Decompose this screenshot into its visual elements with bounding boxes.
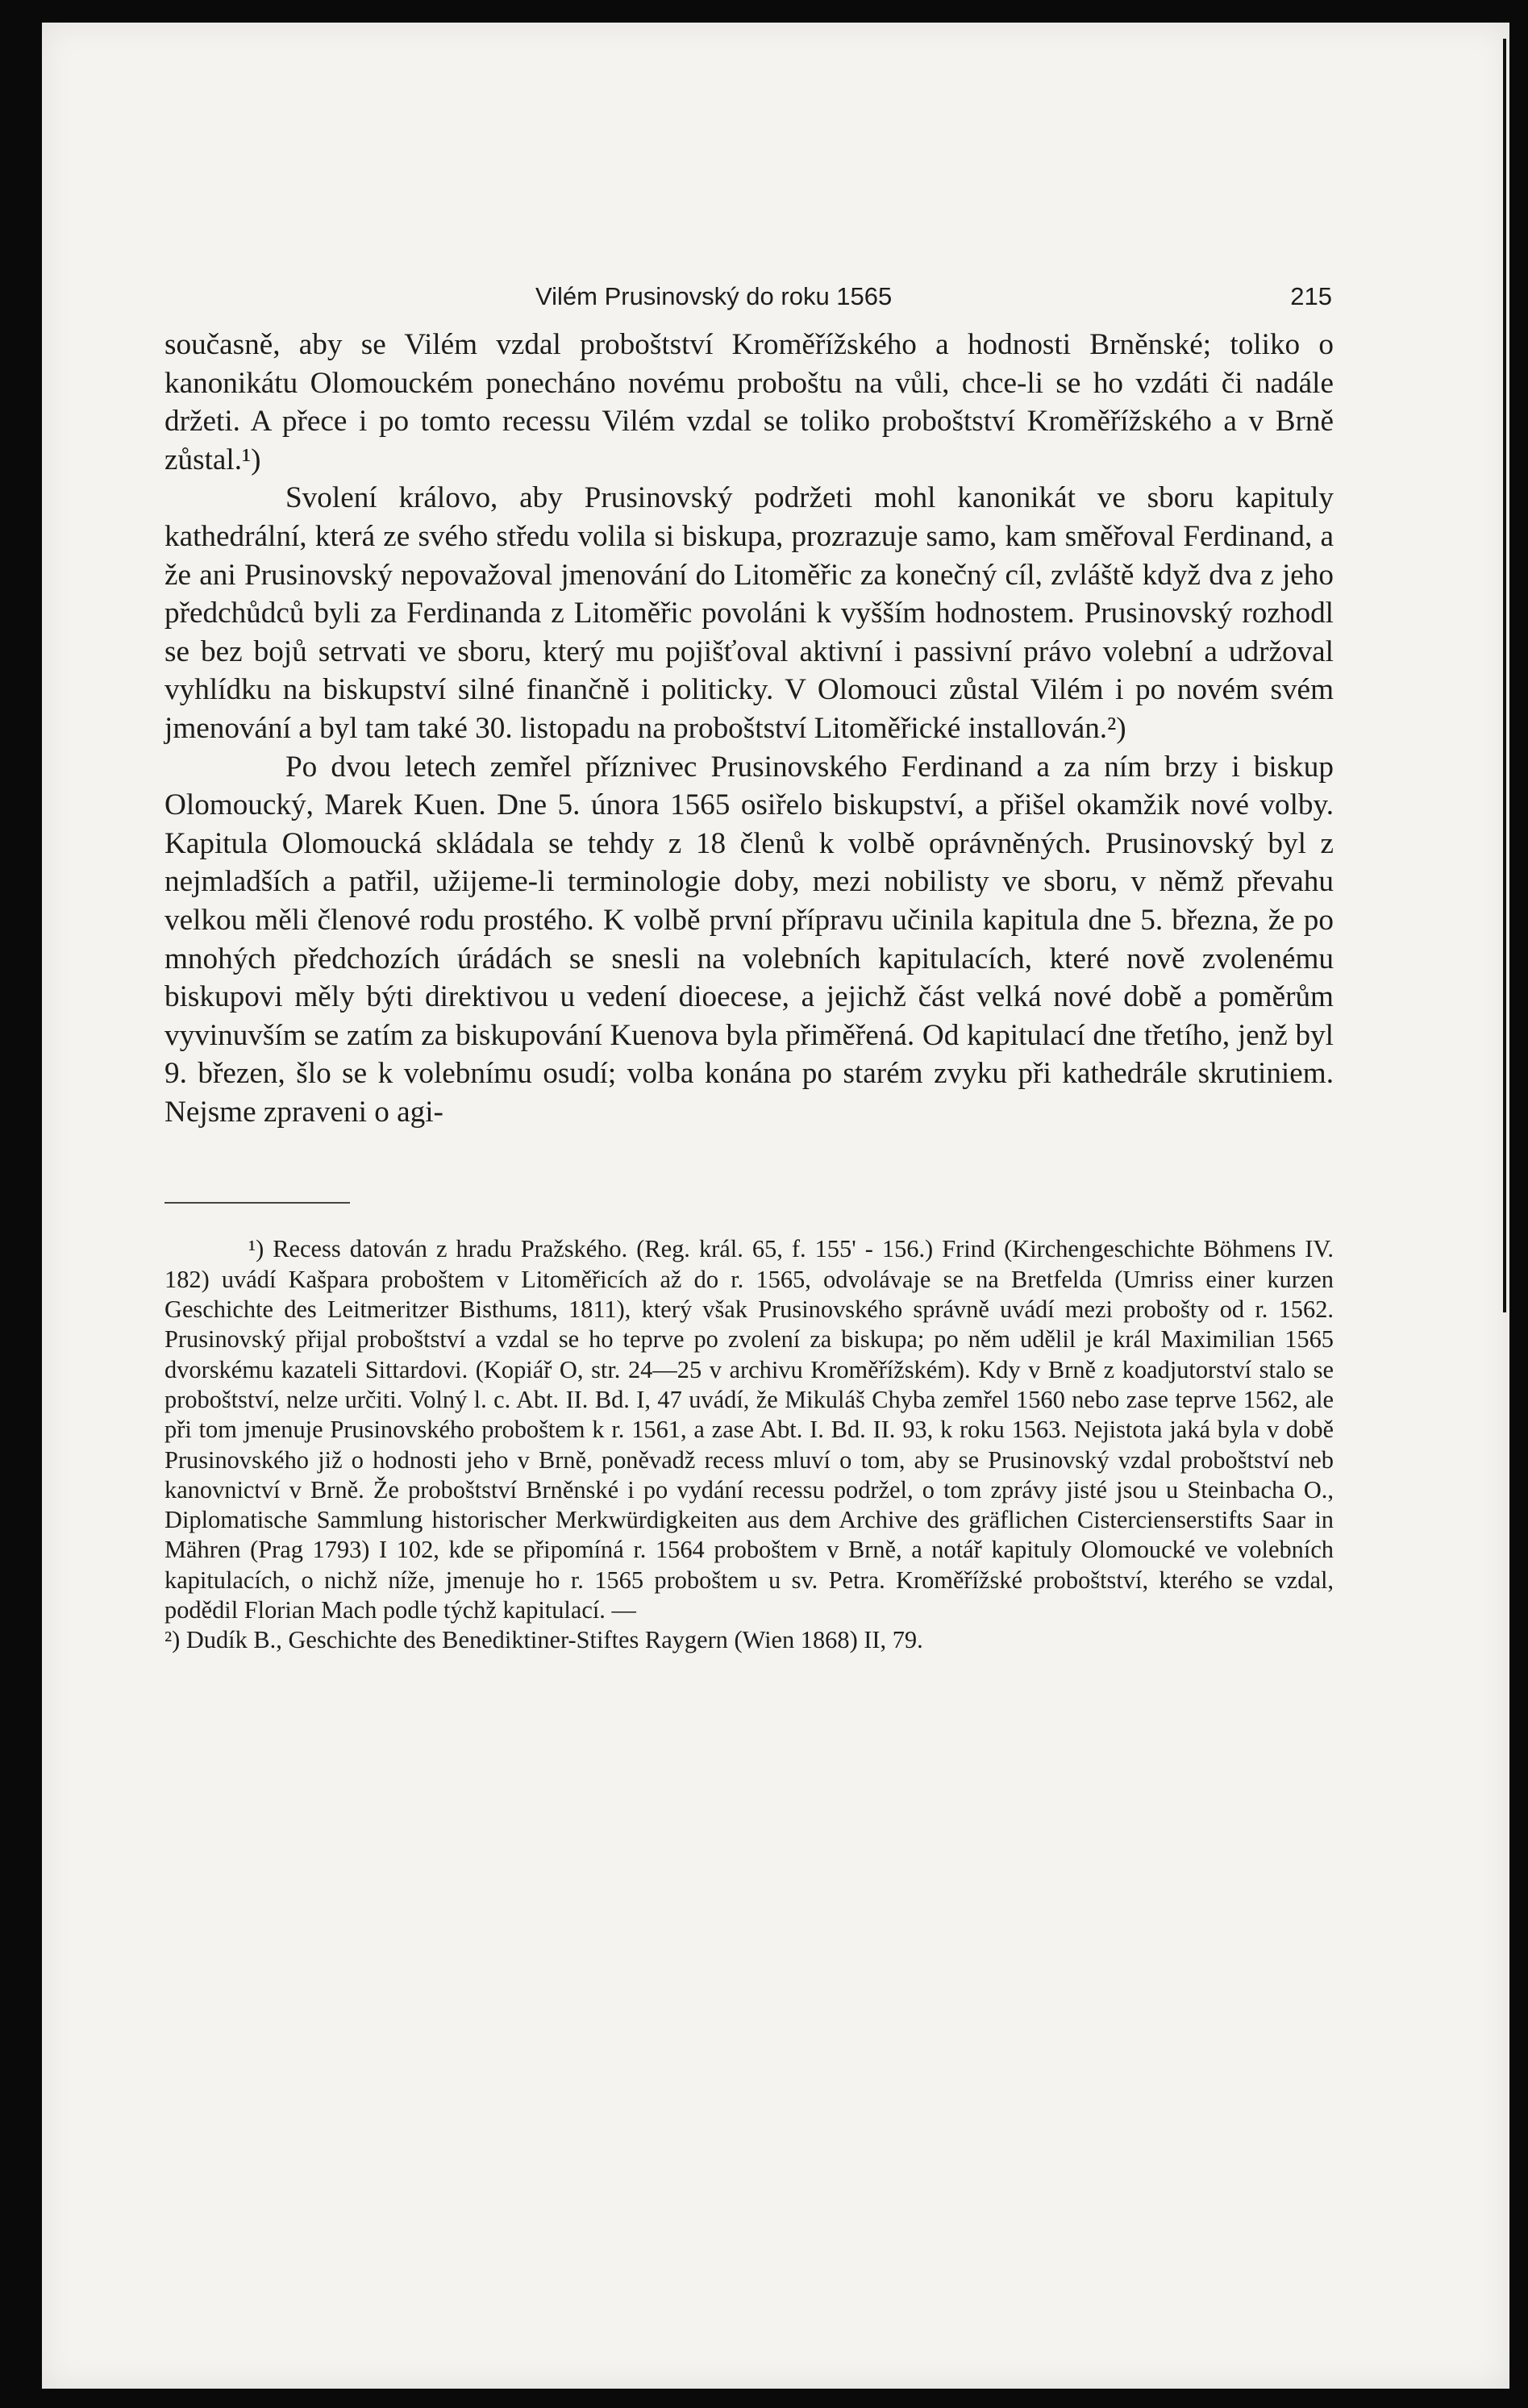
running-title: Vilém Prusinovský do roku 1565 <box>535 282 893 310</box>
page-edge-mark <box>1503 39 1506 1312</box>
page-content <box>164 282 1334 1656</box>
page-header <box>164 282 1334 326</box>
scanned-page <box>42 23 1509 2389</box>
footnotes <box>164 1234 1334 1655</box>
paragraph-3: Po dvou letech zemřel příznivec Prusinovského Ferdinand a za ním brzy i biskup Olomoucký, Marek Kuen. Dne 5. února 1565 osiřelo biskupství, a přišel okamžik nové volby. Kapitula Olomoucká skládala se tehdy z 18 členů k volbě oprávněných. Prusinovský byl z nejmladších a patřil, užijeme-li terminologie doby, mezi nobilisty ve sboru, v němž převahu velkou měli členové rodu prostého. K volbě první přípravu učinila kapitula dne 5. března, že po mnohých předchozích úrádách se snesli na volebních kapitulacích, které nově zvolenému biskupovi měly býti direktivou u vedení dioecese, a jejichž část velká nové době a poměrům vyvinuvším se zatím za biskupování Kuenova byla přiměřená. Od kapitulací dne třetího, jenž byl 9. březen, šlo se k volebnímu osudí; volba konána po starém zvyku při kathedrále skrutiniem. Nejsme zpraveni o agi- <box>164 750 1334 1129</box>
footnote-separator <box>164 1202 350 1204</box>
body-text <box>164 326 1334 1131</box>
page-number: 215 <box>1290 282 1332 310</box>
paragraph-2: Svolení královo, aby Prusinovský podržeti mohl kanonikát ve sboru kapituly kathedrální, která ze svého středu volila si biskupa, prozrazuje samo, kam směřoval Ferdinand, a že ani Prusinovský nepovažoval jmenování do Litoměřic za konečný cíl, zvláště když dva z jeho předchůdců byli za Ferdinanda z Litoměřic povoláni k vyšším hodnostem. Prusinovský rozhodl se bez bojů setrvati ve sboru, který mu pojišťoval aktivní i passivní právo volební a udržoval vyhlídku na biskupství silné finančně i politicky. V Olomouci zůstal Vilém i po novém svém jmenování a byl tam také 30. listopadu na proboštství Litoměřické installován.²) <box>164 481 1334 745</box>
paragraph-1: současně, aby se Vilém vzdal proboštství Kroměřížského a hodnosti Brněnské; toliko o kanonikátu Olomouckém ponecháno novému proboštu na vůli, chce-li se ho vzdáti či nadále držeti. A přece i po tomto recessu Vilém vzdal se toliko proboštství Kroměřížského a v Brně zůstal.¹) <box>164 328 1334 476</box>
footnote-2: ²) Dudík B., Geschichte des Benediktiner-Stiftes Raygern (Wien 1868) II, 79. <box>164 1626 923 1654</box>
footnote-1: ¹) Recess datován z hradu Pražského. (Reg. král. 65, f. 155' - 156.) Frind (Kirchengeschichte Böhmens IV. 182) uvádí Kašpara proboštem v Litoměřicích až do r. 1565, odvolávaje se na Bretfelda (Umriss einer kurzen Geschichte des Leitmeritzer Bisthums, 1811), který však Prusinovského správně uvádí mezi probošty od r. 1562. Prusinovský přijal proboštství a vzdal se ho teprve po zvolení za biskupa; po něm udělil je král Maximilian 1565 dvorskému kazateli Sittardovi. (Kopiář O, str. 24—25 v archivu Kroměřížském). Kdy v Brně z koadjutorství stalo se proboštství, nelze určiti. Volný l. c. Abt. II. Bd. I, 47 uvádí, že Mikuláš Chyba zemřel 1560 nebo zase teprve 1562, ale při tom jmenuje Prusinovského proboštem k r. 1561, a zase Abt. I. Bd. II. 93, k roku 1563. Nejistota jaká byla v době Prusinovského již o hodnosti jeho v Brně, poněvadž recess mluví o tom, aby se Prusinovský vzdal proboštství neb kanovnictví v Brně. Že proboštství Brněnské i po vydání recessu podržel, o tom zprávy jisté jsou u Steinbacha O., Diplomatische Sammlung historischer Merkwürdigkeiten aus dem Archive des gräflichen Cistercienserstifts Saar in Mähren (Prag 1793) I 102, kde se připomíná r. 1564 proboštem v Brně, a notář kapituly Olomoucké ve volebních kapitulacích, o nichž níže, jmenuje ho r. 1565 proboštem u sv. Petra. Kroměřížské proboštství, kterého se vzdal, podědil Florian Mach podle týchž kapitulací. — <box>164 1235 1334 1624</box>
